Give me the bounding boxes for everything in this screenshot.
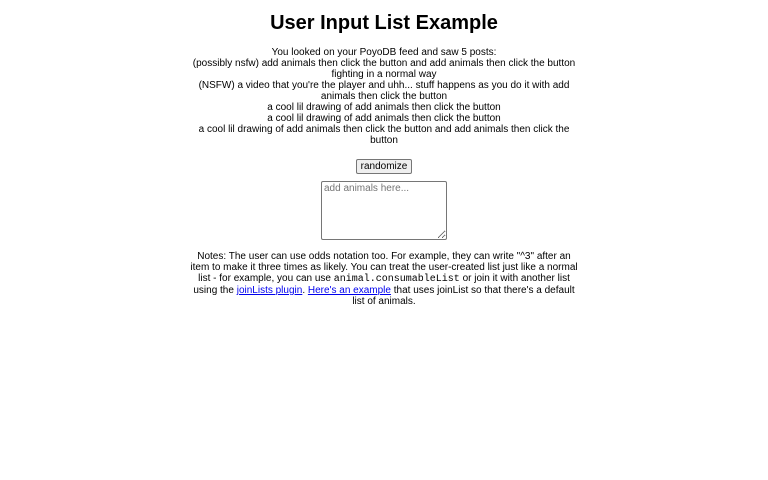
feed-post: (NSFW) a video that you're the player and uhh... stuff happens as you do it with add animals then click the button [198, 80, 570, 102]
feed-post: a cool lil drawing of add animals then click the button and add animals then click the button [198, 124, 570, 146]
input-row [0, 181, 768, 240]
page-title: User Input List Example [270, 12, 498, 34]
notes-code: animal.consumableList [333, 274, 460, 285]
animals-input[interactable] [321, 181, 447, 240]
notes-text: or join it with another list using the [193, 273, 570, 296]
feed-post: a cool lil drawing of add animals then click the button [267, 102, 501, 113]
feed-post: (possibly nsfw) add animals then click the button and add animals then click the button fighting in a normal way [192, 58, 576, 80]
randomize-button[interactable]: randomize [356, 159, 413, 174]
notes-text: that uses joinList so that there's a default list of animals. [352, 285, 575, 307]
notes-text: . [302, 285, 308, 296]
feed-post: a cool lil drawing of add animals then click the button [267, 113, 501, 124]
feed-output [184, 47, 584, 146]
button-row [0, 156, 768, 172]
notes-paragraph [189, 251, 579, 307]
notes-text: Notes: The user can use odds notation too. For example, they can write "^3" after an item to make it three times as likely. You can treat the user-created list just like a normal list - for example, you can use [190, 251, 578, 284]
feed-intro: You looked on your PoyoDB feed and saw 5 posts: [271, 47, 497, 58]
example-link[interactable]: Here's an example [307, 285, 391, 296]
joinlists-plugin-link[interactable]: joinLists plugin [236, 285, 303, 296]
